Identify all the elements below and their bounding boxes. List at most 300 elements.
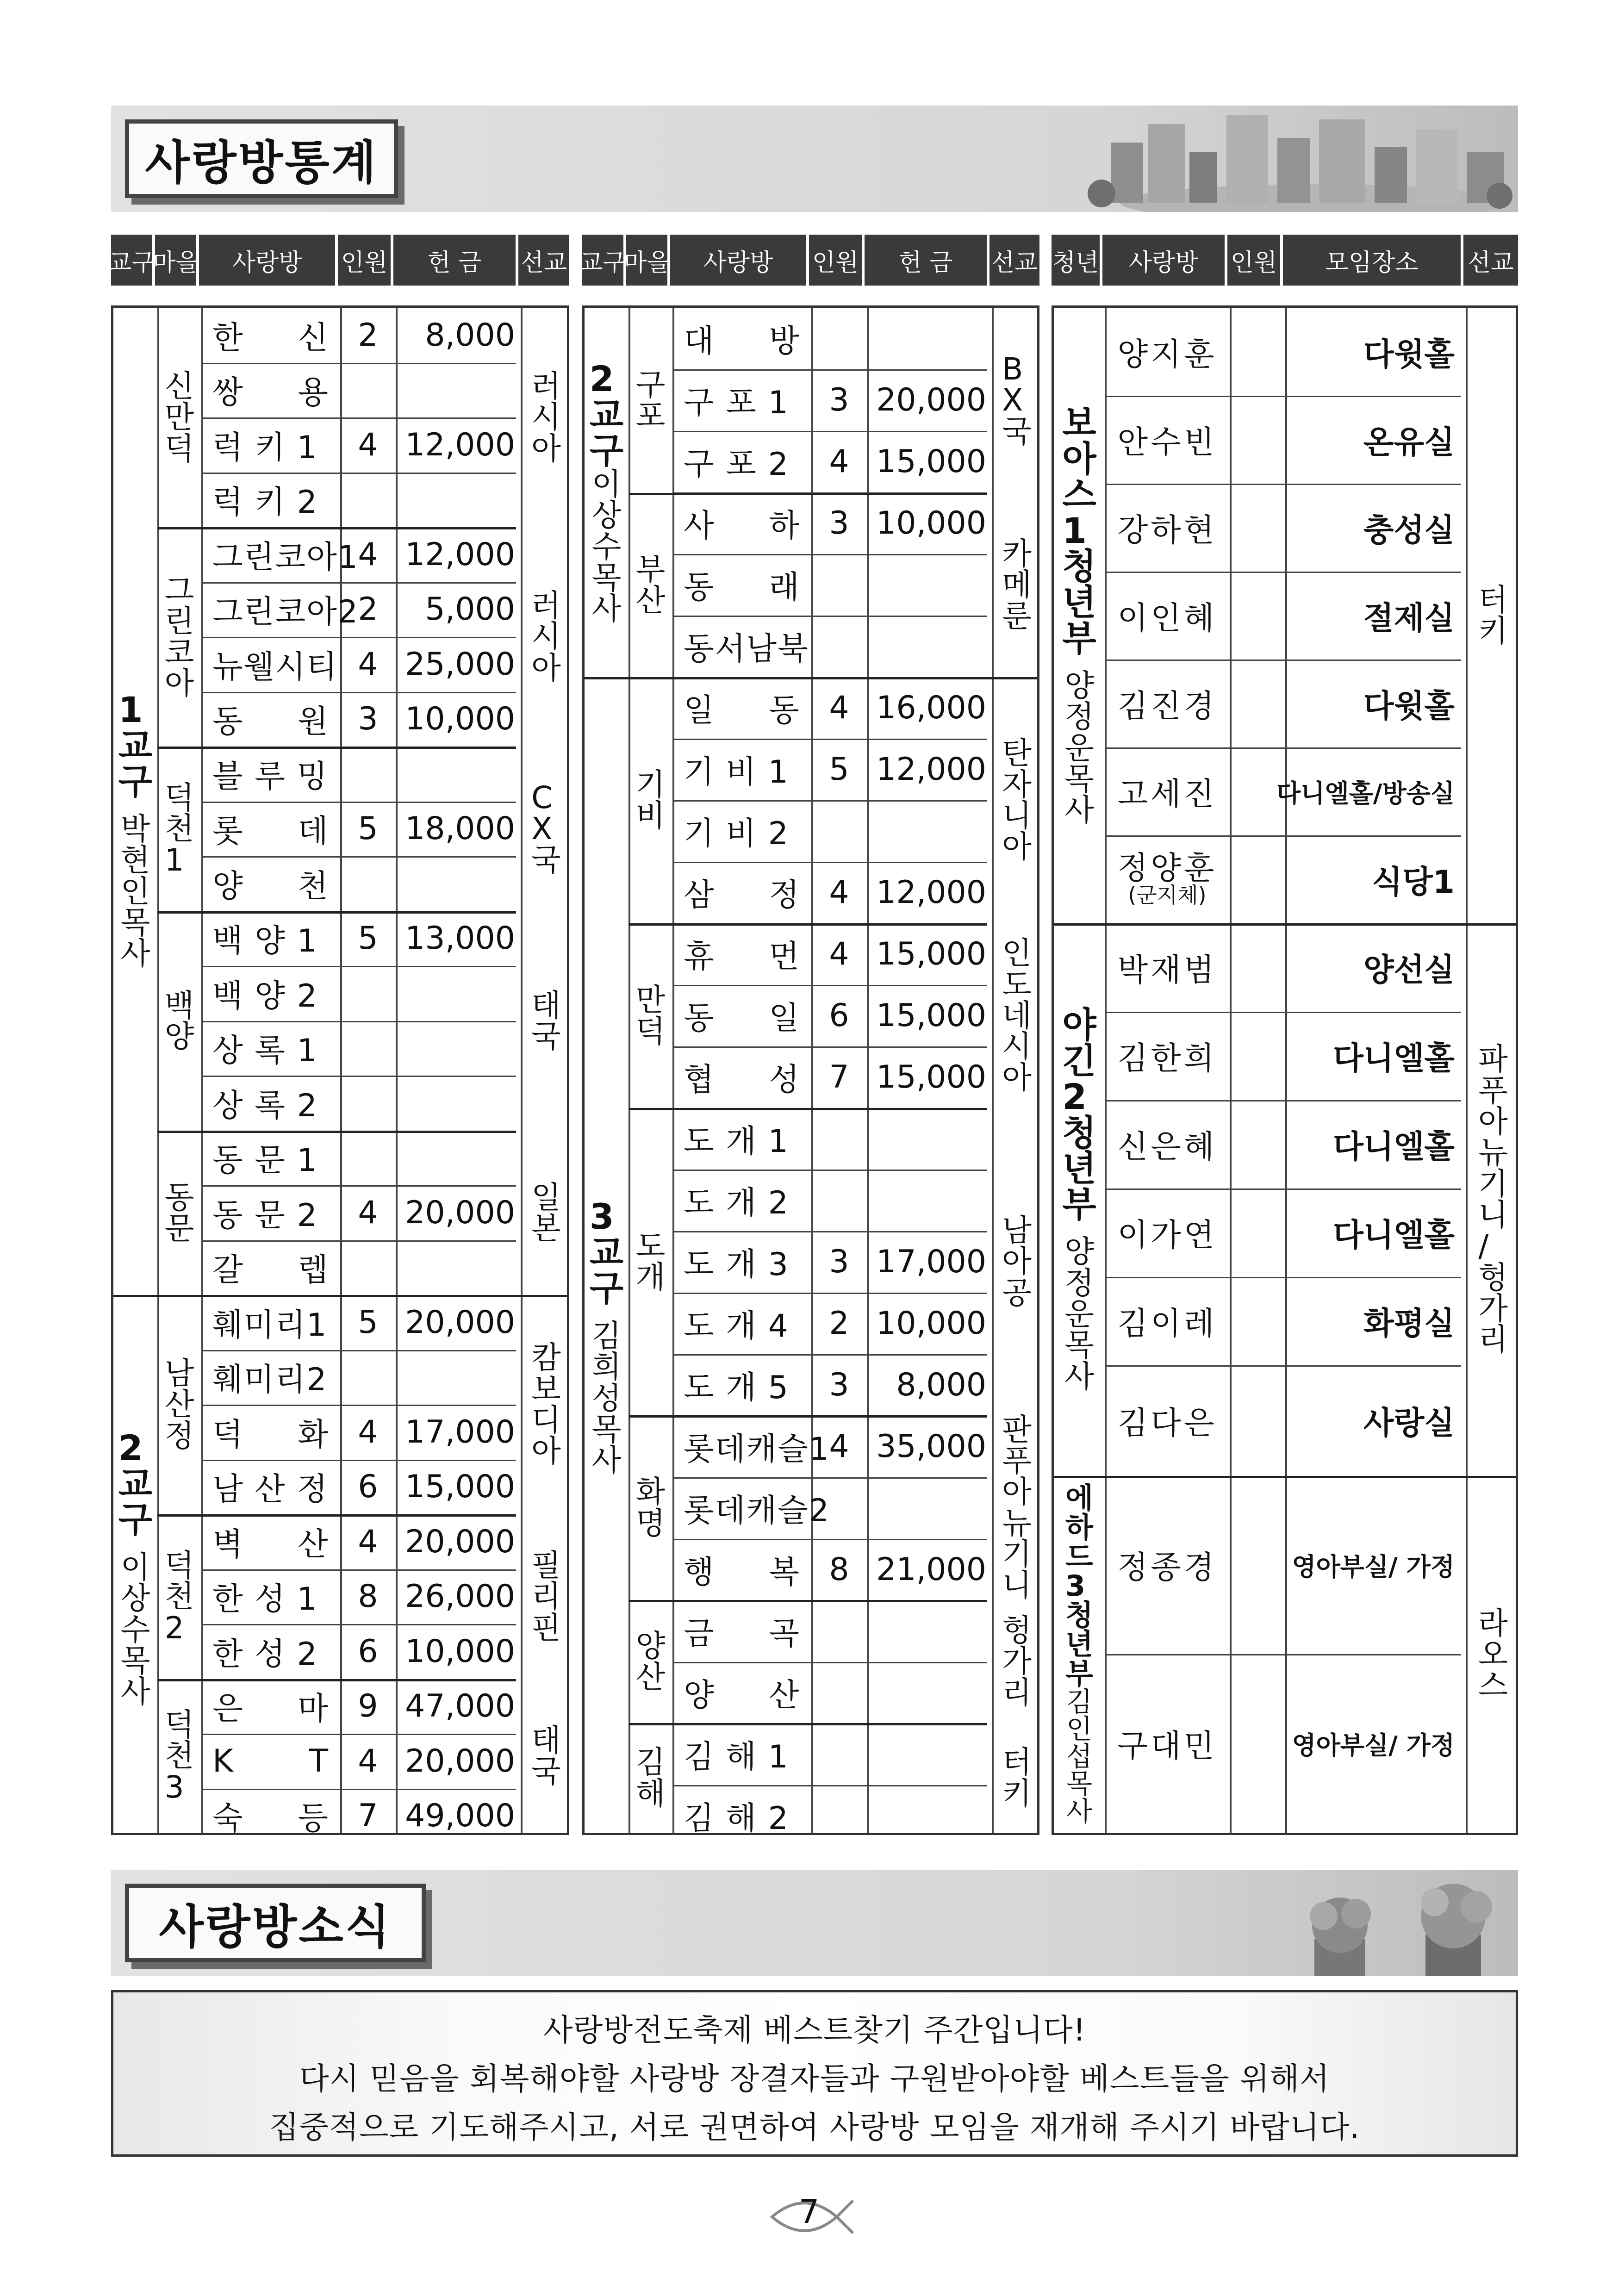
room-name-part: 롯데캐슬2 <box>684 1493 830 1529</box>
room-name-part: 기 비 1 <box>684 754 789 790</box>
meeting-place: 다윗홀 <box>1363 688 1455 725</box>
member-count <box>811 1477 867 1539</box>
member-count <box>811 1170 867 1231</box>
room-name-part: 훼미리2 <box>212 1362 328 1399</box>
room-name <box>672 1170 811 1231</box>
offering-amount <box>396 966 521 1021</box>
offering-amount <box>867 1477 992 1539</box>
offering-amount: 35,000 <box>876 1428 986 1465</box>
member-count: 2 <box>358 591 378 628</box>
room-name <box>201 692 340 747</box>
member-count <box>340 363 396 418</box>
offering-amount: 12,000 <box>876 874 986 911</box>
member-count: 6 <box>829 997 849 1034</box>
village-label: 도 개 <box>635 1228 666 1295</box>
leader-name: 정종경 <box>1117 1549 1217 1586</box>
member-count: 3 <box>829 1244 849 1280</box>
room-name-part: 용 <box>298 374 329 411</box>
member-count: 7 <box>358 1798 378 1835</box>
header-mission: 선교 <box>1467 249 1514 277</box>
member-count: 5 <box>358 920 378 957</box>
member-count <box>811 1600 867 1662</box>
room-name-part: 원 <box>298 703 329 740</box>
room-name-part: 백 양 1 <box>212 923 318 960</box>
room-name <box>201 417 340 473</box>
member-count: 7 <box>829 1059 849 1095</box>
offering-amount: 16,000 <box>876 690 986 726</box>
meeting-place: 충성실 <box>1363 512 1455 549</box>
district-label: 1 교 구 박 현 인 목 사 <box>118 689 153 972</box>
offering-amount: 15,000 <box>405 1468 515 1506</box>
room-name-part: 정 <box>769 877 800 914</box>
header-offering: 헌 금 <box>865 235 989 286</box>
mission-label: 필 리 핀 <box>531 1548 561 1646</box>
member-count: 5 <box>358 810 378 847</box>
room-name <box>201 582 359 637</box>
room-name <box>201 637 340 692</box>
leader-name: 이인혜 <box>1117 600 1217 637</box>
offering-amount: 25,000 <box>405 646 515 683</box>
village-label: 만 덕 <box>635 982 666 1049</box>
village-label: 화 명 <box>635 1474 666 1541</box>
room-name-part: 방 <box>769 323 800 360</box>
village-label: 백 양 <box>164 987 194 1054</box>
village-label: 부 산 <box>635 551 666 618</box>
room-name <box>672 616 811 677</box>
meeting-place: 절제실 <box>1363 600 1455 637</box>
village-label: 덕 천 1 <box>164 780 194 878</box>
room-name-part: 럭 키 1 <box>212 429 318 466</box>
offering-amount: 5,000 <box>425 591 515 628</box>
header-village: 마을 <box>155 235 199 286</box>
offering-amount: 12,000 <box>876 751 986 788</box>
offering-amount: 18,000 <box>405 810 515 847</box>
mission-label: 러 시 아 <box>531 368 561 467</box>
mission-label: 러 시 아 <box>531 588 561 686</box>
header-district: 교구 <box>111 235 155 286</box>
room-name-part: 래 <box>769 569 800 606</box>
leader-name: 고세진 <box>1117 776 1217 813</box>
member-count <box>340 856 396 911</box>
offering-amount <box>867 308 992 369</box>
offering-amount: 10,000 <box>876 505 986 541</box>
village-label: 동 문 <box>164 1179 194 1246</box>
room-name-part: 양 <box>212 868 244 905</box>
room-name <box>672 492 811 554</box>
offering-amount: 20,000 <box>405 1194 515 1231</box>
member-count: 4 <box>829 1428 849 1465</box>
offering-amount <box>396 747 521 802</box>
room-name <box>201 1350 340 1405</box>
header-place: 모임장소 <box>1283 235 1463 286</box>
mission-label: 라 오 스 <box>1478 1605 1508 1704</box>
meeting-place: 영아부실/ 가정 <box>1292 1730 1455 1760</box>
room-name <box>672 554 811 616</box>
mission-label: 판 푸 아 뉴 기 니 <box>1002 1412 1032 1604</box>
member-count: 8 <box>829 1551 849 1588</box>
member-count: 4 <box>829 443 849 480</box>
mission-label: 카 메 룬 <box>1002 536 1032 634</box>
room-name <box>672 431 811 492</box>
room-name-part: 도 개 3 <box>684 1246 789 1283</box>
header-mission: 선교 <box>991 249 1038 277</box>
village-label: 신 만 덕 <box>164 368 194 467</box>
room-name <box>201 1460 340 1515</box>
room-name-part: 도 개 1 <box>684 1123 789 1160</box>
room-name-part: 롯데캐슬1 <box>684 1431 830 1468</box>
room-name-part: 롯 <box>212 813 244 850</box>
room-name <box>201 1240 340 1295</box>
leader-note: (군지체) <box>1128 883 1207 908</box>
village-label: 양 산 <box>635 1628 666 1695</box>
room-name <box>201 1185 340 1240</box>
mission-label: B X 국 <box>1002 351 1032 449</box>
room-name-part: 동 문 2 <box>212 1197 318 1234</box>
member-count: 3 <box>358 701 378 738</box>
room-name-part: 양 <box>684 1677 715 1714</box>
header-mission: 선교 <box>520 249 567 277</box>
leader-name: 김진경 <box>1117 688 1217 725</box>
news-box <box>111 1990 1518 2157</box>
mission-label: 헝 가 리 <box>1002 1612 1032 1711</box>
offering-amount: 15,000 <box>876 936 986 972</box>
mission-label: 터 키 <box>1002 1744 1032 1811</box>
room-name <box>672 800 811 862</box>
village-label: 덕 천 3 <box>164 1707 194 1805</box>
header-offering: 헌 금 <box>393 235 518 286</box>
mission-label: 남 아 공 <box>1002 1213 1032 1311</box>
offering-amount: 10,000 <box>405 701 515 738</box>
meeting-place: 식당1 <box>1372 864 1455 901</box>
room-name-part: 복 <box>769 1554 800 1591</box>
offering-amount: 10,000 <box>876 1305 986 1342</box>
room-name-part: 일 <box>769 1000 800 1037</box>
member-count: 4 <box>829 936 849 972</box>
header-room: 사랑방 <box>670 235 809 286</box>
stats-title: 사랑방통계 <box>125 119 398 198</box>
offering-amount: 26,000 <box>405 1578 515 1615</box>
room-name-part: 휴 <box>684 939 715 975</box>
room-name <box>201 527 359 582</box>
offering-amount: 12,000 <box>405 536 515 573</box>
member-count: 4 <box>358 426 378 463</box>
room-name-part: 김 해 2 <box>684 1800 789 1837</box>
header-room: 사랑방 <box>199 235 338 286</box>
plant-illustration <box>1296 1870 1518 1976</box>
offering-amount <box>867 554 992 616</box>
member-count: 4 <box>358 1523 378 1560</box>
room-name-part: 뉴웰시티 <box>212 648 338 685</box>
member-count <box>340 1076 396 1131</box>
offering-amount: 10,000 <box>405 1633 515 1670</box>
member-count <box>340 747 396 802</box>
offering-amount <box>867 1662 992 1724</box>
mission-label: 일 본 <box>531 1179 561 1246</box>
room-name-part: 덕 <box>212 1416 244 1453</box>
member-count <box>340 1021 396 1076</box>
meeting-place: 다니엘홀/방송실 <box>1276 778 1455 808</box>
room-name <box>672 677 811 739</box>
room-name-part: 구 포 1 <box>684 385 789 421</box>
header-count: 인원 <box>1227 235 1283 286</box>
leader-name: 이가연 <box>1117 1217 1217 1254</box>
leader-name: 박재범 <box>1117 952 1217 989</box>
leader-name: 양지훈 <box>1117 336 1217 373</box>
offering-amount <box>867 616 992 677</box>
left-stats-table <box>111 305 569 1835</box>
mid-stats-table <box>582 305 1039 1835</box>
room-name-part: 그린코아1 <box>212 539 359 576</box>
room-name-part: 대 <box>684 323 715 360</box>
room-name <box>672 862 811 923</box>
offering-amount <box>867 1724 992 1785</box>
room-name <box>201 1021 340 1076</box>
village-label: 김 해 <box>635 1744 666 1811</box>
member-count: 4 <box>829 690 849 726</box>
room-name-part: 등 <box>298 1800 329 1837</box>
room-name-part: 남 산 정 <box>212 1471 329 1508</box>
room-name <box>672 1477 830 1539</box>
mission-label: 파 푸 아 뉴 기 니 / 헝 가 리 <box>1478 1041 1508 1358</box>
room-name <box>672 1046 811 1108</box>
youth-group-label: 보 아 스 1 청 년 부 양 정 운 목 사 <box>1062 402 1096 828</box>
room-name <box>201 1514 340 1569</box>
news-line: 집중적으로 기도해주시고, 서로 권면하여 사랑방 모임을 재개해 주시기 바랍니다. <box>269 2109 1360 2145</box>
room-name-part: 상 록 1 <box>212 1033 318 1070</box>
meeting-place: 다윗홀 <box>1363 336 1455 373</box>
room-name-part: 마 <box>298 1691 329 1728</box>
room-name-part: 백 양 2 <box>212 977 318 1014</box>
room-name-part: 일 <box>684 692 715 729</box>
room-name <box>201 1624 340 1679</box>
leader-name: 신은혜 <box>1117 1129 1217 1165</box>
offering-amount <box>396 1021 521 1076</box>
room-name-part: 데 <box>298 813 329 850</box>
leader-name: 안수빈 <box>1117 424 1217 461</box>
right-table-header <box>1052 235 1518 286</box>
room-name-part: 도 개 2 <box>684 1185 789 1221</box>
member-count <box>811 1108 867 1170</box>
room-name-part: 렙 <box>298 1252 329 1289</box>
village-label: 덕 천 2 <box>164 1548 194 1646</box>
village-label: 남 산 정 <box>164 1356 194 1454</box>
room-name <box>672 739 811 800</box>
member-count <box>811 1662 867 1724</box>
member-count: 2 <box>358 317 378 354</box>
leader-name: 구대민 <box>1117 1728 1217 1765</box>
room-name-part: 동서남북 <box>684 631 809 667</box>
member-count: 8 <box>358 1578 378 1615</box>
room-name-part: 하 <box>769 508 800 544</box>
mission-label: 탄 자 니 아 <box>1002 735 1032 865</box>
member-count: 3 <box>829 382 849 418</box>
header-district: 교구 <box>582 235 626 286</box>
offering-amount <box>396 1350 521 1405</box>
room-name-part: 한 성 2 <box>212 1636 318 1673</box>
room-name <box>201 1789 340 1844</box>
room-name-part: 한 <box>212 319 244 356</box>
member-count: 4 <box>829 874 849 911</box>
offering-amount: 20,000 <box>405 1523 515 1560</box>
room-name <box>201 1734 340 1789</box>
offering-amount <box>867 800 992 862</box>
offering-amount: 47,000 <box>405 1688 515 1725</box>
member-count <box>811 1785 867 1847</box>
room-name <box>201 966 340 1021</box>
offering-amount: 15,000 <box>876 1059 986 1095</box>
room-name-part: 상 록 2 <box>212 1087 318 1124</box>
room-name <box>672 1108 811 1170</box>
district-label: 3 교 구 김 희 성 목 사 <box>589 1196 624 1479</box>
offering-amount <box>867 1170 992 1231</box>
page-number <box>763 2184 855 2249</box>
news-line: 다시 믿음을 회복해야할 사랑방 장결자들과 구원받아야할 베스트들을 위해서 <box>299 2061 1330 2097</box>
stats-banner <box>111 106 1518 212</box>
room-name <box>201 747 340 802</box>
room-name-part: 신 <box>298 319 329 356</box>
room-name-part: 도 개 5 <box>684 1369 789 1406</box>
offering-amount: 20,000 <box>876 382 986 418</box>
room-name <box>201 802 340 857</box>
room-name-part: 갈 <box>212 1252 244 1289</box>
member-count: 3 <box>829 505 849 541</box>
room-name-part: 럭 키 2 <box>212 484 318 521</box>
room-name-part: 산 <box>298 1526 329 1563</box>
room-name-part: 산 <box>769 1677 800 1714</box>
offering-amount: 12,000 <box>405 426 515 463</box>
mission-label: 터 키 <box>1478 582 1508 649</box>
room-name-part: 기 비 2 <box>684 815 789 852</box>
header-count: 인원 <box>809 235 865 286</box>
news-title: 사랑방소식 <box>125 1884 426 1962</box>
offering-amount <box>396 856 521 911</box>
offering-amount <box>867 1785 992 1847</box>
room-name-part: 숙 <box>212 1800 244 1837</box>
meeting-place: 영아부실/ 가정 <box>1292 1552 1455 1581</box>
room-name <box>201 1569 340 1624</box>
member-count <box>340 966 396 1021</box>
offering-amount: 8,000 <box>425 317 515 354</box>
room-name-part: 은 <box>212 1691 244 1728</box>
room-name <box>672 1354 811 1416</box>
village-label: 구 포 <box>635 367 666 434</box>
village-label: 그 린 코 아 <box>164 572 194 702</box>
room-name <box>672 985 811 1046</box>
room-name-part: 동 <box>684 1000 715 1037</box>
member-count <box>340 1131 396 1186</box>
room-name <box>201 1679 340 1734</box>
city-illustration <box>1074 106 1518 212</box>
member-count: 6 <box>358 1633 378 1670</box>
offering-amount: 15,000 <box>876 443 986 480</box>
leader-name: 김다은 <box>1117 1405 1217 1442</box>
member-count: 4 <box>358 1194 378 1231</box>
header-room: 사랑방 <box>1102 235 1227 286</box>
leader-name-text: 정양훈 <box>1117 850 1217 887</box>
header-youth: 청년 <box>1052 235 1102 286</box>
room-name-part: 한 성 1 <box>212 1581 318 1618</box>
room-name <box>672 369 811 431</box>
room-name <box>201 911 340 966</box>
mission-label: 캄 보 디 아 <box>531 1340 561 1469</box>
offering-amount: 13,000 <box>405 920 515 957</box>
room-name-part: 동 문 1 <box>212 1142 318 1179</box>
room-name-part: 구 포 2 <box>684 446 789 483</box>
room-name <box>672 1724 811 1785</box>
offering-amount <box>867 1600 992 1662</box>
page-number-text: 7 <box>798 2193 820 2231</box>
offering-amount: 21,000 <box>876 1551 986 1588</box>
room-name-part: K <box>212 1742 234 1780</box>
youth-group-label: 에 하 드 3 청 년 부 김 인 섭 목 사 <box>1065 1481 1093 1827</box>
header-village: 마을 <box>626 235 670 286</box>
offering-amount: 49,000 <box>405 1798 515 1835</box>
room-name-part: 성 <box>769 1062 800 1098</box>
member-count: 5 <box>358 1304 378 1341</box>
village-label: 기 비 <box>635 766 666 834</box>
room-name-part: 동 <box>769 692 800 729</box>
meeting-place: 양선실 <box>1363 952 1455 989</box>
member-count <box>340 1240 396 1295</box>
room-name-part: 동 <box>684 569 715 606</box>
district-label: 2 교 구 이 상 수 목 사 <box>118 1427 153 1710</box>
room-name-part: 사 <box>684 508 715 544</box>
member-count: 4 <box>358 1413 378 1450</box>
room-name-part: T <box>309 1742 329 1780</box>
member-count <box>811 1724 867 1785</box>
room-name <box>672 1600 811 1662</box>
room-name-part: 행 <box>684 1554 715 1591</box>
mission-label: 태 국 <box>531 987 561 1054</box>
offering-amount <box>867 1108 992 1170</box>
room-name-part: 동 <box>212 703 244 740</box>
leader-name: 강하현 <box>1117 512 1217 549</box>
leader-name: 김한희 <box>1117 1040 1217 1077</box>
member-count <box>811 554 867 616</box>
room-name <box>672 1293 811 1354</box>
offering-amount <box>396 473 521 528</box>
room-name-part: 블 루 밍 <box>212 758 329 795</box>
room-name-part: 곡 <box>769 1616 800 1652</box>
meeting-place: 다니엘홀 <box>1333 1129 1455 1165</box>
room-name <box>672 1539 811 1600</box>
member-count <box>811 308 867 369</box>
district-label: 2 교 구 이 상 수 목 사 <box>589 358 624 627</box>
leader-name <box>1105 835 1230 923</box>
room-name-part: 화 <box>298 1416 329 1453</box>
offering-amount: 15,000 <box>876 997 986 1034</box>
room-name <box>201 363 340 418</box>
room-name-part: 훼미리1 <box>212 1307 328 1344</box>
room-name-part: 쌍 <box>212 374 244 411</box>
room-name-part: 도 개 4 <box>684 1308 789 1344</box>
youth-group-label: 야 긴 2 청 년 부 양 정 운 목 사 <box>1062 1004 1096 1394</box>
member-count <box>340 473 396 528</box>
offering-amount: 17,000 <box>876 1244 986 1280</box>
mission-label: 인 도 네 시 아 <box>1002 935 1032 1096</box>
room-name <box>201 473 340 528</box>
room-name <box>672 1662 811 1724</box>
member-count <box>340 1350 396 1405</box>
member-count: 4 <box>358 646 378 683</box>
room-name-part: 삼 <box>684 877 715 914</box>
room-name <box>201 308 340 363</box>
member-count: 4 <box>358 536 378 573</box>
meeting-place: 온유실 <box>1363 424 1455 461</box>
room-name <box>201 1295 340 1350</box>
member-count: 6 <box>358 1468 378 1506</box>
room-name-part: 김 해 1 <box>684 1739 789 1775</box>
